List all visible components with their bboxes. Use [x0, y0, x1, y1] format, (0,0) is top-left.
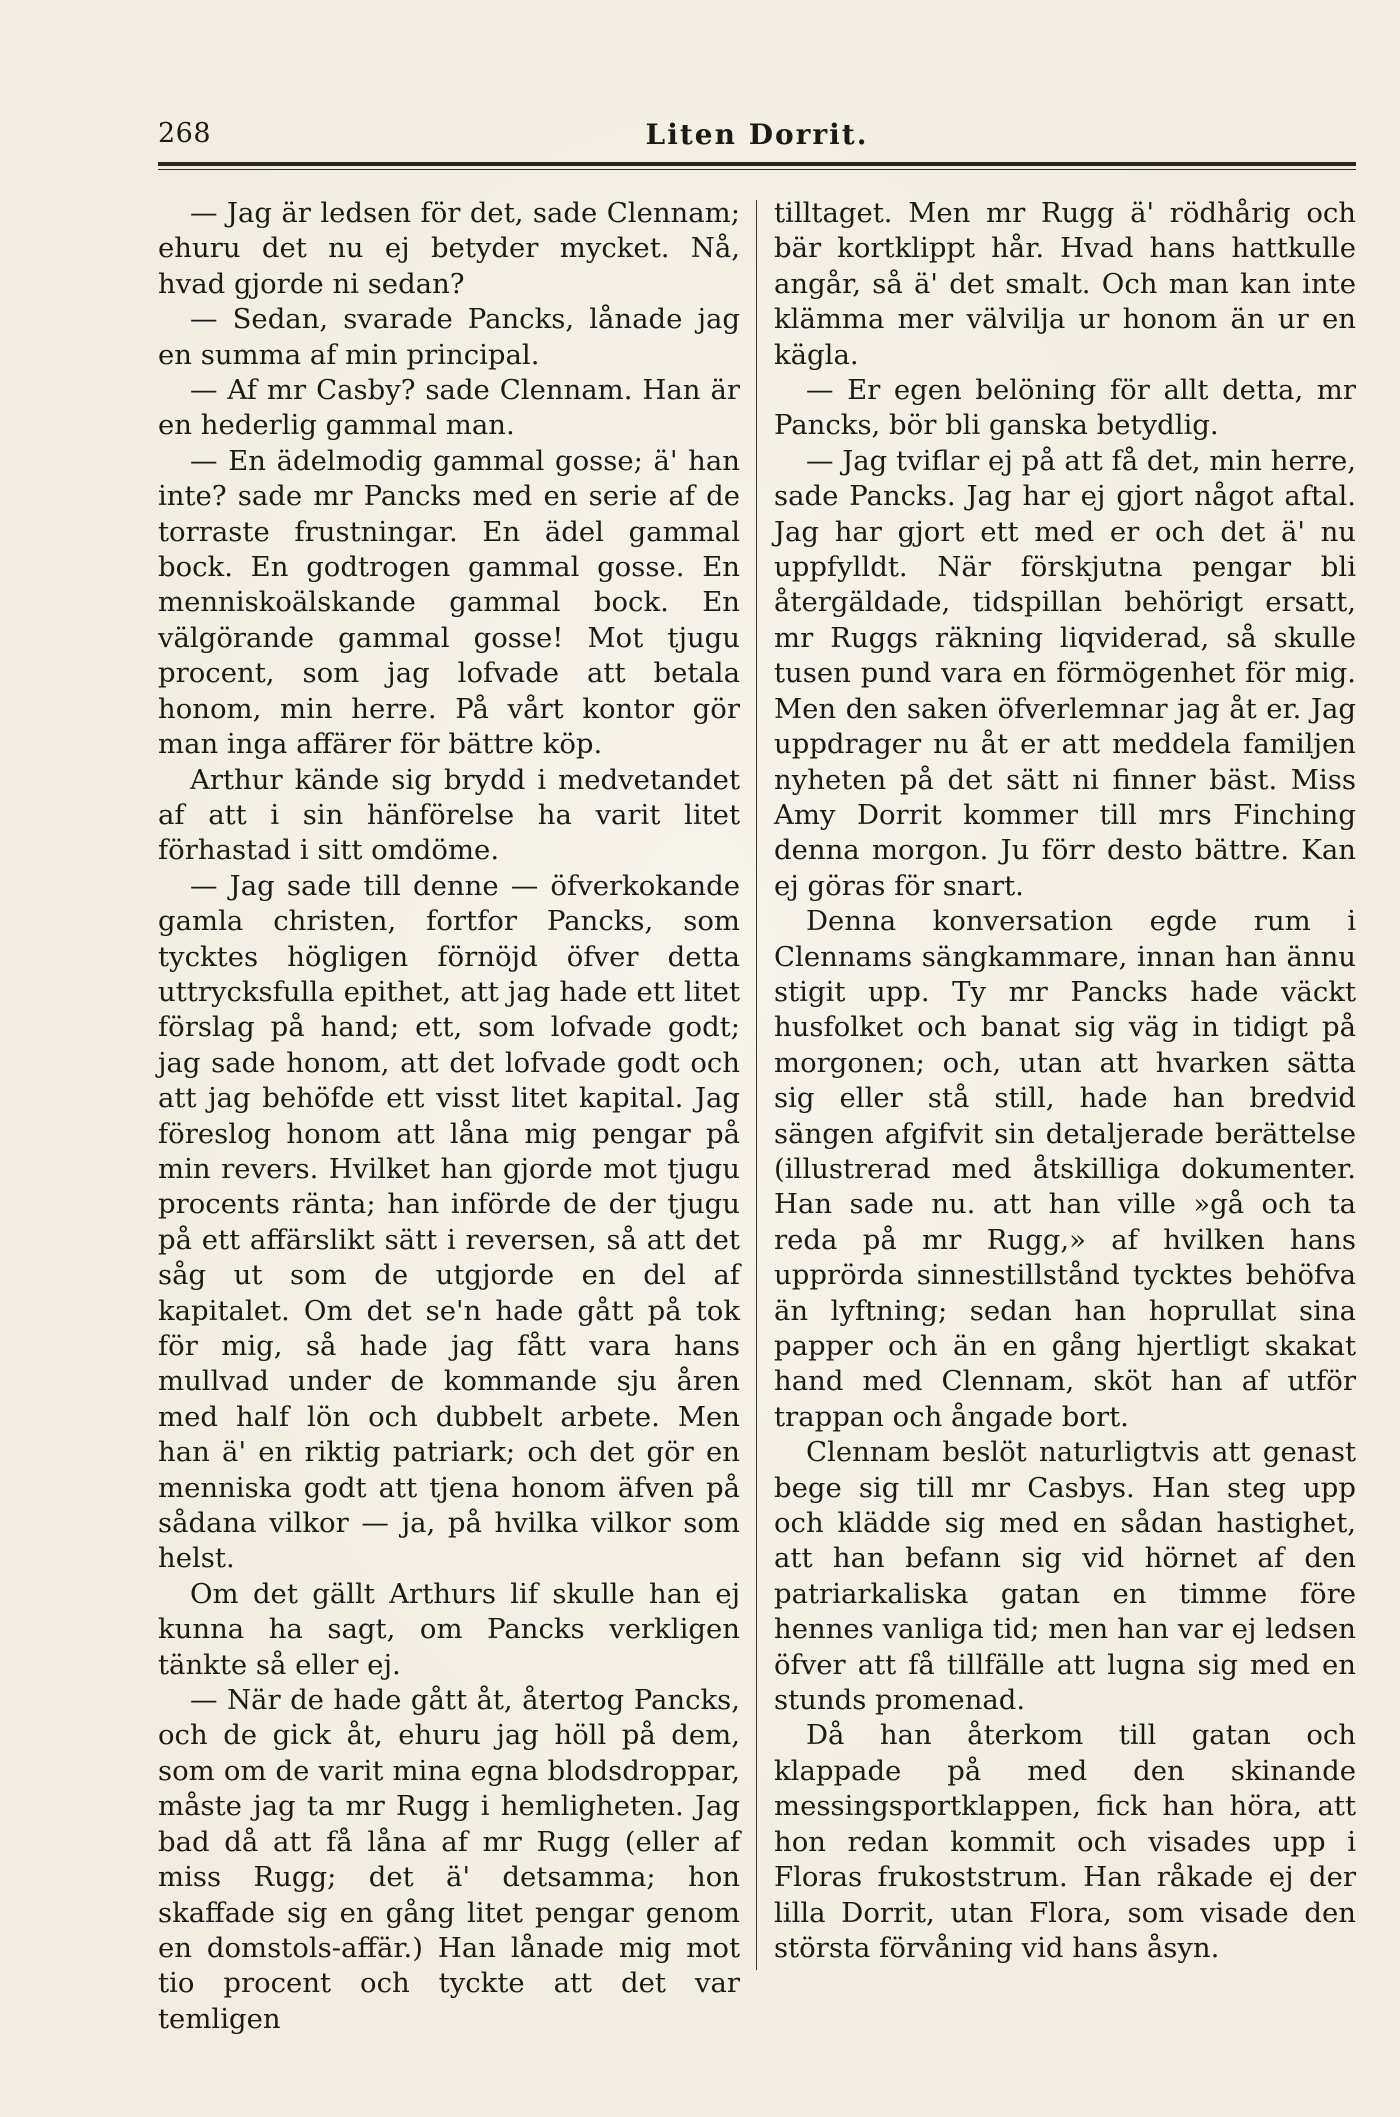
- page-number: 268: [158, 118, 212, 149]
- paragraph: Denna konversation egde rum i Clennams sängkammare, innan han ännu stigit upp. Ty mr Pancks hade väckt husfolket och banat sig väg in tidigt på morgonen; och, utan att hvarken sätta sig eller stå still, hade han bredvid sängen afgifvit sin detaljerade berättelse (illustrerad med åtskilliga dokumenter. Han sade nu. att han ville »gå och ta reda på mr Rugg,» af hvilken hans upprörda sinnestillstånd tycktes behöfva än lyftning; sedan han hoprullat sina papper och än en gång hjertligt skakat hand med Clennam, sköt han af utför trappan och ångade bort.: [774, 905, 1356, 1433]
- paragraph: — Af mr Casby? sade Clennam. Han är en hederlig gammal man.: [158, 374, 740, 442]
- paragraph: — Jag är ledsen för det, sade Clennam; ehuru det nu ej betyder mycket. Nå, hvad gjorde ni sedan?: [158, 197, 740, 300]
- column-divider: [756, 200, 757, 1970]
- running-title: Liten Dorrit.: [645, 118, 869, 151]
- left-column: [158, 196, 740, 2037]
- header-rule-thin: [158, 169, 1356, 170]
- paragraph: Arthur kände sig brydd i medvetandet af att i sin hänförelse ha varit litet förhastad i sitt omdöme.: [158, 763, 740, 867]
- paragraph: — När de hade gått åt, återtog Pancks, och de gick åt, ehuru jag höll på dem, som om de varit mina egna blodsdroppar, måste jag ta mr Rugg i hemligheten. Jag bad då att få låna af mr Rugg (eller af miss Rugg; det ä' detsamma; hon skaffade sig en gång litet pengar genom en domstols-affär.) Han lånade mig mot tio procent och tyckte att det var temligen: [158, 1684, 740, 2035]
- paragraph: — Jag tviflar ej på att få det, min herre, sade Pancks. Jag har ej gjort något aftal. Jag har gjort ett med er och det ä' nu uppfylldt. När förskjutna pengar bli återgäldade, tidspillan behörigt ersatt, mr Ruggs räkning liqviderad, så skulle tusen pund vara en förmögenhet för mig. Men den saken öfverlemnar jag åt er. Jag uppdrager nu åt er att meddela familjen nyheten på det sätt ni finner bäst. Miss Amy Dorrit kommer till mrs Finching denna morgon. Ju förr desto bättre. Kan ej göras för snart.: [774, 444, 1356, 902]
- paragraph: Clennam beslöt naturligtvis att genast bege sig till mr Casbys. Han steg upp och klädde sig med en sådan hastighet, att han befann sig vid hörnet af den patriarkaliska gatan en timme före hennes vanliga tid; men han var ej ledsen öfver att få tillfälle att lugna sig med en stunds promenad.: [774, 1436, 1356, 1717]
- paragraph: — En ädelmodig gammal gosse; ä' han inte? sade mr Pancks med en serie af de torraste frustningar. En ädel gammal bock. En godtrogen gammal gosse. En menniskoälskande gammal bock. En välgörande gammal gosse! Mot tjugu procent, som jag lofvade att betala honom, min herre. På vårt kontor gör man inga affärer för bättre köp.: [158, 444, 740, 761]
- page-header: [158, 118, 1356, 158]
- paragraph: — Er egen belöning för allt detta, mr Pancks, bör bli ganska betydlig.: [774, 374, 1356, 442]
- paragraph: — Jag sade till denne — öfverkokande gamla christen, fortfor Pancks, som tycktes högligen förnöjd öfver detta uttrycksfulla epithet, att jag hade ett litet förslag på hand; ett, som lofvade godt; jag sade honom, att det lofvade godt och att jag behöfde ett visst litet kapital. Jag föreslog honom att låna mig pengar på min revers. Hvilket han gjorde mot tjugu procents ränta; han införde de der tjugu på ett affärslikt sätt i reversen, så att det såg ut som de utgjorde en del af kapitalet. Om det se'n hade gått på tok för mig, så hade jag fått vara hans mullvad under de kommande sju åren med half lön och dubbelt arbete. Men han ä' en riktig patriark; och det gör en menniska godt att tjena honom äfven på sådana vilkor — ja, på hvilka vilkor som helst.: [158, 869, 740, 1575]
- header-rule-thick: [158, 162, 1356, 166]
- right-column: [774, 196, 1356, 1966]
- paragraph: Då han återkom till gatan och klappade på med den skinande messingsportklappen, fick han höra, att hon redan kommit och visades upp i Floras frukoststrum. Han råkade ej der lilla Dorrit, utan Flora, som visade den största förvåning vid hans åsyn.: [774, 1719, 1356, 1964]
- paragraph: tilltaget. Men mr Rugg ä' rödhårig och bär kortklippt hår. Hvad hans hattkulle angår, så ä' det smalt. Och man kan inte klämma mer välvilja ur honom än ur en kägla.: [774, 197, 1356, 371]
- paragraph: — Sedan, svarade Pancks, lånade jag en summa af min principal.: [158, 303, 740, 371]
- paragraph: Om det gällt Arthurs lif skulle han ej kunna ha sagt, om Pancks verkligen tänkte så eller ej.: [158, 1577, 740, 1681]
